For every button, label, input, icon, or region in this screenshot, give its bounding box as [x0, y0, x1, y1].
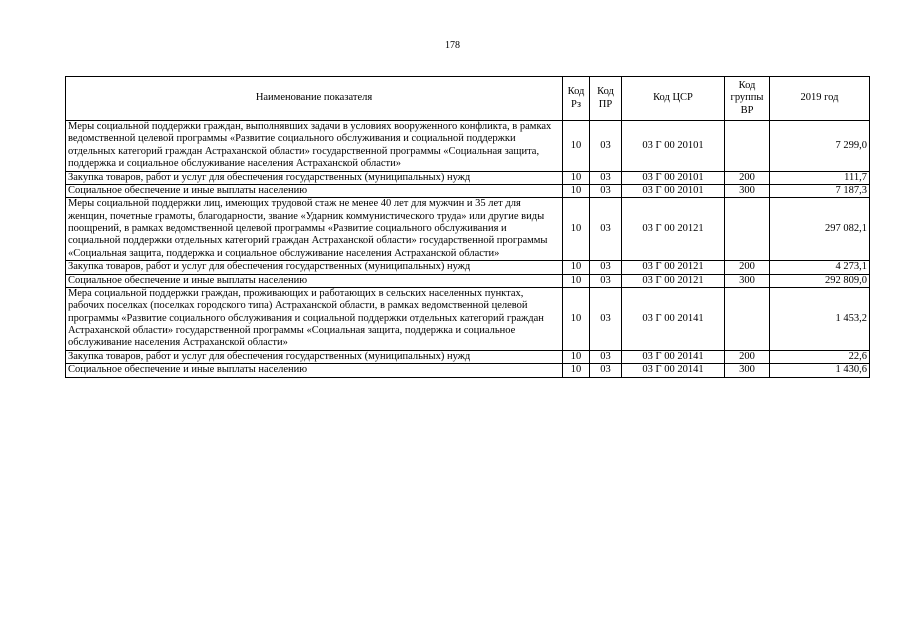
cell-rz: 10 [563, 261, 590, 274]
cell-value: 7 299,0 [770, 121, 870, 172]
header-rz: Код Рз [563, 77, 590, 121]
table-row [66, 364, 870, 377]
cell-csr: 03 Г 00 20141 [622, 364, 725, 377]
cell-pr: 03 [590, 121, 622, 172]
cell-value: 297 082,1 [770, 198, 870, 261]
cell-name: Закупка товаров, работ и услуг для обеспечения государственных (муниципальных) нужд [66, 171, 563, 184]
cell-value: 1 430,6 [770, 364, 870, 377]
cell-name: Закупка товаров, работ и услуг для обеспечения государственных (муниципальных) нужд [66, 261, 563, 274]
cell-csr: 03 Г 00 20121 [622, 261, 725, 274]
cell-name: Социальное обеспечение и иные выплаты населению [66, 274, 563, 287]
cell-csr: 03 Г 00 20101 [622, 121, 725, 172]
table-row [66, 261, 870, 274]
table-row [66, 184, 870, 197]
table-row [66, 171, 870, 184]
cell-name: Мера социальной поддержки граждан, проживающих и работающих в сельских населенных пунктах, рабочих поселках (поселках городского типа) Астраханской области, в рамках ведомственной целевой программы «Развитие социального обслуживания и социальной поддержки отдельных категорий граждан Астраханской области» государственной программы «Социальная защита, поддержка и социальное обслуживание населения Астраханской области» [66, 287, 563, 350]
table-body [66, 121, 870, 378]
cell-value: 7 187,3 [770, 184, 870, 197]
header-row [66, 77, 870, 121]
cell-csr: 03 Г 00 20101 [622, 184, 725, 197]
cell-vr: 200 [725, 171, 770, 184]
cell-pr: 03 [590, 261, 622, 274]
table-header [66, 77, 870, 121]
table-row [66, 121, 870, 172]
cell-rz: 10 [563, 364, 590, 377]
table-row [66, 287, 870, 350]
cell-pr: 03 [590, 287, 622, 350]
table-row [66, 350, 870, 363]
cell-csr: 03 Г 00 20101 [622, 171, 725, 184]
cell-pr: 03 [590, 364, 622, 377]
cell-name: Социальное обеспечение и иные выплаты населению [66, 364, 563, 377]
cell-vr: 200 [725, 261, 770, 274]
cell-name: Закупка товаров, работ и услуг для обеспечения государственных (муниципальных) нужд [66, 350, 563, 363]
cell-csr: 03 Г 00 20141 [622, 287, 725, 350]
cell-value: 4 273,1 [770, 261, 870, 274]
cell-vr [725, 121, 770, 172]
cell-vr: 300 [725, 184, 770, 197]
cell-rz: 10 [563, 171, 590, 184]
cell-value: 111,7 [770, 171, 870, 184]
cell-pr: 03 [590, 198, 622, 261]
cell-rz: 10 [563, 350, 590, 363]
cell-vr: 300 [725, 274, 770, 287]
cell-rz: 10 [563, 287, 590, 350]
table-row [66, 198, 870, 261]
cell-vr [725, 198, 770, 261]
cell-vr [725, 287, 770, 350]
cell-pr: 03 [590, 184, 622, 197]
cell-rz: 10 [563, 184, 590, 197]
header-vr: Код группы ВР [725, 77, 770, 121]
table-row [66, 274, 870, 287]
header-name: Наименование показателя [66, 77, 563, 121]
cell-csr: 03 Г 00 20121 [622, 274, 725, 287]
header-csr: Код ЦСР [622, 77, 725, 121]
cell-rz: 10 [563, 274, 590, 287]
cell-value: 22,6 [770, 350, 870, 363]
cell-pr: 03 [590, 274, 622, 287]
cell-csr: 03 Г 00 20141 [622, 350, 725, 363]
cell-rz: 10 [563, 121, 590, 172]
cell-name: Социальное обеспечение и иные выплаты населению [66, 184, 563, 197]
page-number: 178 [445, 40, 460, 51]
cell-name: Меры социальной поддержки лиц, имеющих трудовой стаж не менее 40 лет для мужчин и 35 лет для женщин, почетные грамоты, благодарности, звание «Ударник коммунистического труда» или другие виды поощрений, в рамках ведомственной целевой программы «Развитие социального обслуживания и социальной поддержки отдельных категорий граждан Астраханской области» государственной программы «Социальная защита, поддержка и социальное обслуживание населения Астраханской области» [66, 198, 563, 261]
cell-vr: 200 [725, 350, 770, 363]
header-year: 2019 год [770, 77, 870, 121]
budget-table [65, 76, 870, 378]
cell-csr: 03 Г 00 20121 [622, 198, 725, 261]
header-pr: Код ПР [590, 77, 622, 121]
cell-pr: 03 [590, 350, 622, 363]
cell-rz: 10 [563, 198, 590, 261]
cell-value: 292 809,0 [770, 274, 870, 287]
cell-name: Меры социальной поддержки граждан, выполнявших задачи в условиях вооруженного конфликта, в рамках ведомственной целевой программы «Развитие социального обслуживания и социальной поддержки отдельных категорий граждан Астраханской области» государственной программы «Социальная защита, поддержка и социальное обслуживание населения Астраханской области» [66, 121, 563, 172]
cell-pr: 03 [590, 171, 622, 184]
cell-vr: 300 [725, 364, 770, 377]
cell-value: 1 453,2 [770, 287, 870, 350]
